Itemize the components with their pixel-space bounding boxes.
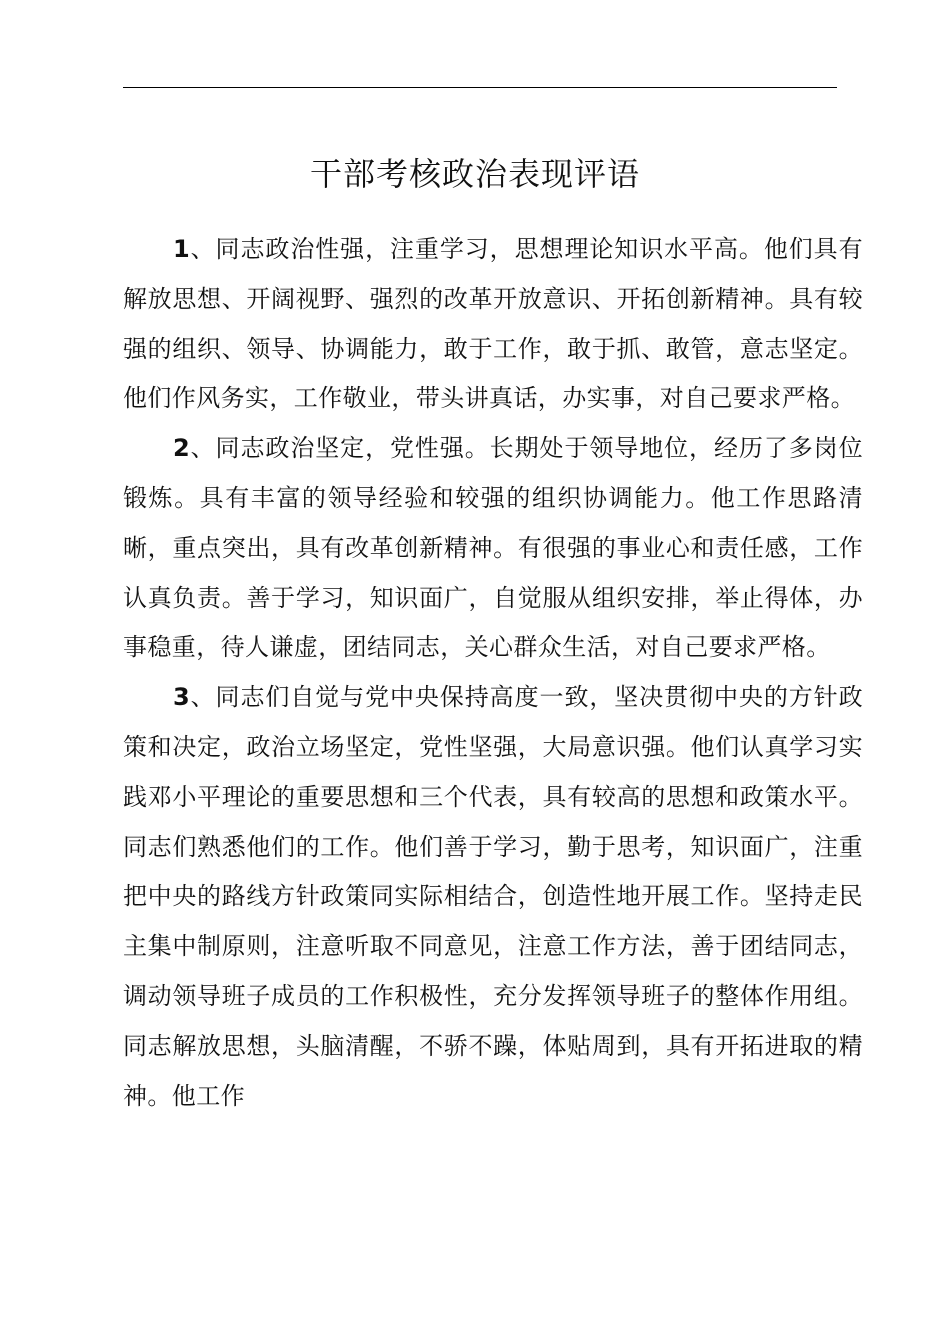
document-body (123, 225, 863, 1121)
paragraph-text: 、同志们自觉与党中央保持高度一致，坚决贯彻中央的方针政策和决定，政治立场坚定，党性坚强，大局意识强。他们认真学习实践邓小平理论的重要思想和三个代表，具有较高的思想和政策水平。同志们熟悉他们的工作。他们善于学习，勤于思考，知识面广，注重把中央的路线方针政策同实际相结合，创造性地开展工作。坚持走民主集中制原则，注意听取不同意见，注意工作方法，善于团结同志，调动领导班子成员的工作积极性，充分发挥领导班子的整体作用组。同志解放思想，头脑清醒，不骄不躁，体贴周到，具有开拓进取的精神。他工作 (123, 683, 863, 1110)
paragraph-2 (123, 424, 863, 673)
document-title: 干部考核政治表现评语 (309, 155, 640, 193)
paragraph-1 (123, 225, 863, 424)
paragraph-number: 3 (173, 683, 191, 712)
paragraph-number: 2 (173, 434, 191, 463)
paragraph-text: 、同志政治性强，注重学习，思想理论知识水平高。他们具有解放思想、开阔视野、强烈的改革开放意识、开拓创新精神。具有较强的组织、领导、协调能力，敢于工作，敢于抓、敢管，意志坚定。他们作风务实，工作敬业，带头讲真话，办实事，对自己要求严格。 (123, 235, 863, 413)
paragraph-text: 、同志政治坚定，党性强。长期处于领导地位，经历了多岗位锻炼。具有丰富的领导经验和较强的组织协调能力。他工作思路清晰，重点突出，具有改革创新精神。有很强的事业心和责任感，工作认真负责。善于学习，知识面广，自觉服从组织安排，举止得体，办事稳重，待人谦虚，团结同志，关心群众生活，对自己要求严格。 (123, 434, 863, 662)
paragraph-number: 1 (173, 235, 191, 263)
header-rule (123, 87, 837, 88)
paragraph-3 (123, 673, 863, 1121)
